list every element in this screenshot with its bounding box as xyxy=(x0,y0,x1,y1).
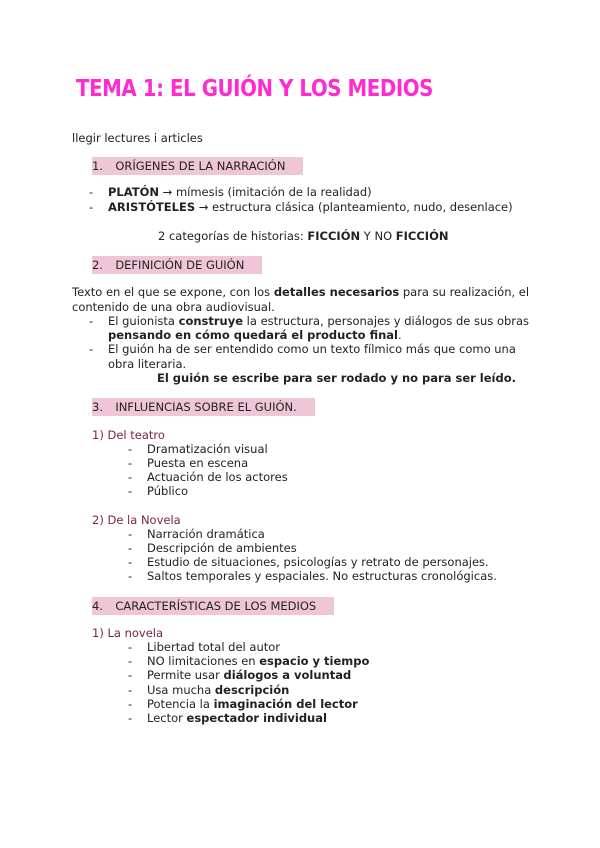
section-3-heading xyxy=(92,398,315,416)
section-1-number: 1. xyxy=(92,159,103,173)
s2-center-statement: El guión se escribe para ser rodado y no para ser leído. xyxy=(157,371,516,385)
s3-sub2-item-1: - Narración dramática xyxy=(128,527,265,541)
section-2-heading xyxy=(92,256,262,274)
s2-bullet-1-line-2: pensando en cómo quedará el producto final. xyxy=(108,328,402,342)
s4-sub-1: 1) La novela xyxy=(92,626,164,640)
s3-sub-1: 1) Del teatro xyxy=(92,428,165,442)
s3-sub-2: 2) De la Novela xyxy=(92,513,181,527)
s2-paragraph-line-2: contenido de una obra audiovisual. xyxy=(72,300,275,314)
s1-categories: 2 categorías de historias: FICCIÓN Y NO FICCIÓN xyxy=(158,229,449,243)
s4-item-1: - Libertad total del autor xyxy=(128,640,281,654)
s4-item-5: - Potencia la imaginación del lector xyxy=(128,697,358,711)
s4-item-6: - Lector espectador individual xyxy=(128,711,327,725)
s2-bullet-2-line-2: obra literaria. xyxy=(108,357,187,371)
s4-item-2: - NO limitaciones en espacio y tiempo xyxy=(128,654,370,668)
section-1-title: ORÍGENES DE LA NARRACIÓN xyxy=(115,159,286,173)
s3-sub2-item-3: - Estudio de situaciones, psicologías y retrato de personajes. xyxy=(128,555,489,569)
s2-bullet-2-line-1: - El guión ha de ser entendido como un texto fílmico más que como una xyxy=(89,342,516,356)
section-4-title: CARACTERÍSTICAS DE LOS MEDIOS xyxy=(115,599,317,613)
intro-text: llegir lectures i articles xyxy=(72,131,203,145)
s3-sub1-item-4: - Público xyxy=(128,484,189,498)
s3-sub1-item-2: - Puesta en escena xyxy=(128,456,249,470)
s3-sub2-item-4: - Saltos temporales y espaciales. No estructuras cronológicas. xyxy=(128,569,497,583)
s4-item-4: - Usa mucha descripción xyxy=(128,683,290,697)
section-3-number: 3. xyxy=(92,400,103,414)
s3-sub1-item-3: - Actuación de los actores xyxy=(128,470,288,484)
s3-sub2-item-2: - Descripción de ambientes xyxy=(128,541,297,555)
s2-bullet-1-line-1: - El guionista construye la estructura, personajes y diálogos de sus obras xyxy=(89,314,530,328)
s1-bullet-1: - PLATÓN → mímesis (imitación de la realidad) xyxy=(89,185,372,199)
s2-paragraph-line-1: Texto en el que se expone, con los detalles necesarios para su realización, el xyxy=(72,285,530,299)
page-title: TEMA 1: EL GUIÓN Y LOS MEDIOS xyxy=(76,76,433,102)
section-2-title: DEFINICIÓN DE GUIÓN xyxy=(115,258,245,272)
section-4-heading xyxy=(92,597,334,615)
section-1-heading xyxy=(92,157,303,175)
s3-sub1-item-1: - Dramatización visual xyxy=(128,442,268,456)
s4-item-3: - Permite usar diálogos a voluntad xyxy=(128,668,352,682)
section-3-title: INFLUENCIAS SOBRE EL GUIÓN. xyxy=(115,400,297,414)
section-2-number: 2. xyxy=(92,258,103,272)
s1-bullet-2: - ARISTÓTELES → estructura clásica (planteamiento, nudo, desenlace) xyxy=(89,200,513,214)
section-4-number: 4. xyxy=(92,599,103,613)
